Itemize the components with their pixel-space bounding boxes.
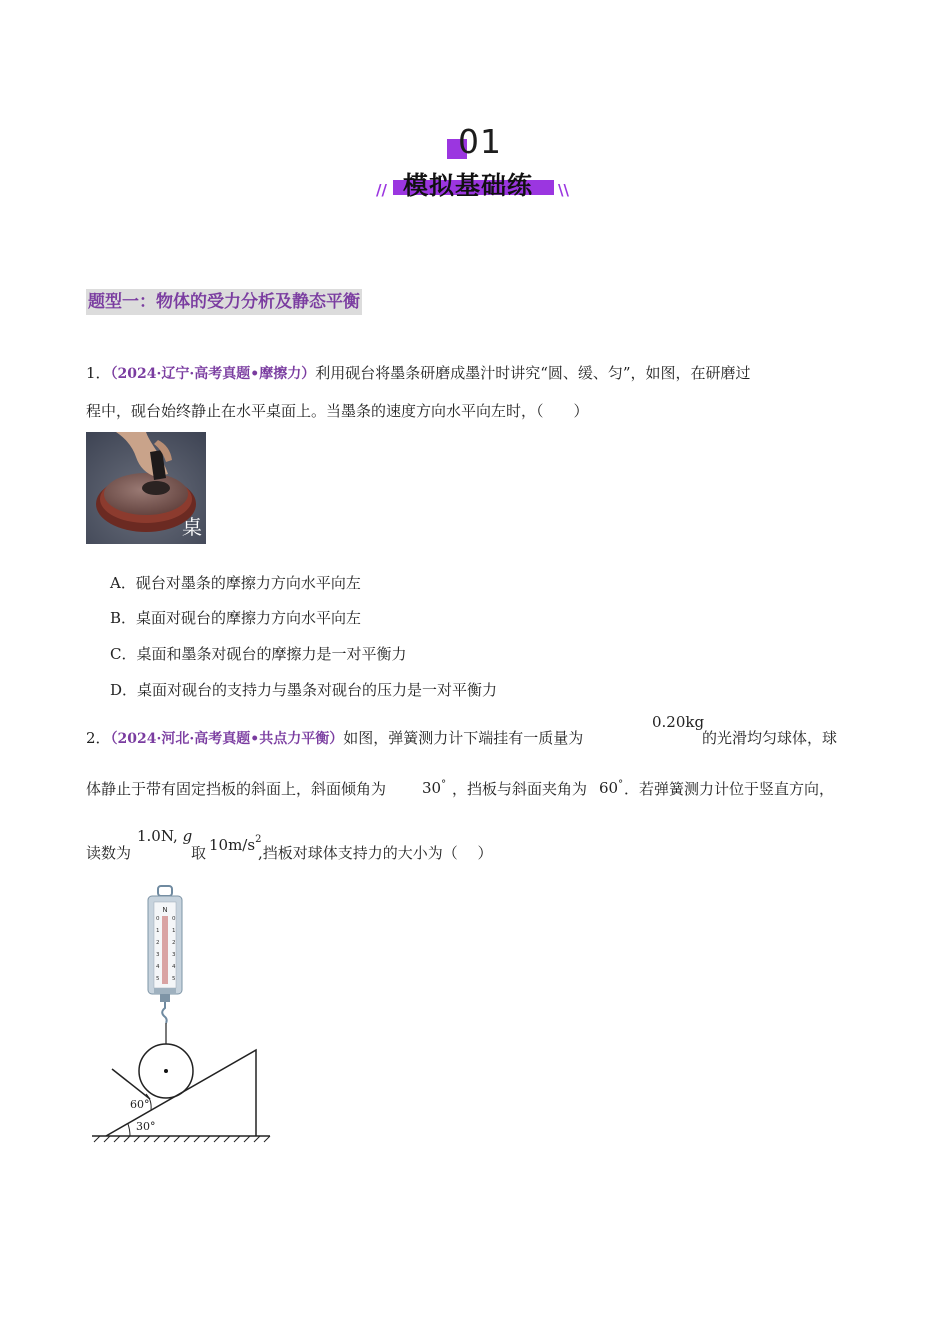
banner-left-deco: // (376, 181, 387, 199)
angle-label-60: 60° (130, 1098, 150, 1111)
q2-number: 2． (86, 729, 111, 747)
svg-text:0: 0 (172, 916, 176, 922)
section-heading: 题型一：物体的受力分析及静态平衡 (86, 289, 362, 315)
svg-text:2: 2 (156, 940, 160, 946)
q2-stem-line3-c: ,挡板对球体支持力的大小为（ ） (258, 844, 493, 862)
svg-text:3: 3 (172, 952, 176, 958)
q2-line2 (86, 779, 386, 799)
q2-reading: 1.0N, g (137, 827, 193, 845)
q1-number: 1． (86, 364, 111, 382)
svg-text:0: 0 (156, 916, 160, 922)
svg-text:5: 5 (156, 976, 160, 982)
q1-line1 (86, 363, 751, 384)
spring-scale (148, 886, 182, 1023)
svg-text:5: 5 (172, 976, 176, 982)
q2-line1 (86, 728, 583, 749)
q2-stem-line2-c: ．若弹簧测力计位于竖直方向， (624, 780, 835, 798)
q2-angle-board: 60° (599, 779, 624, 797)
banner-number: 01 (458, 122, 502, 161)
q1-option-b: B．桌面对砚台的摩擦力方向水平向左 (110, 609, 362, 627)
q2-g-value: $10m/s^2$ (209, 834, 262, 854)
q1-stem-line2: 程中，砚台始终静止在水平桌面上。当墨条的速度方向水平向左时，（ ） (86, 402, 589, 420)
q1-option-a: A．砚台对墨条的摩擦力方向水平向左 (110, 574, 361, 592)
q2-angle-incline: 30° (422, 779, 447, 797)
svg-text:4: 4 (156, 964, 160, 970)
banner-title: 模拟基础练 (403, 171, 534, 200)
scale-unit: N (162, 906, 168, 914)
svg-text:4: 4 (172, 964, 176, 970)
q2-stem-line1-a: 如图，弹簧测力计下端挂有一质量为 (343, 729, 584, 747)
q1-option-d: D．桌面对砚台的支持力与墨条对砚台的压力是一对平衡力 (110, 681, 498, 699)
q2-stem-line3-b: 取 (191, 844, 207, 862)
q2-source-tag: （2024·河北·高考真题•共点力平衡） (110, 731, 344, 747)
svg-text:2: 2 (172, 940, 176, 946)
q1-stem-line1: 利用砚台将墨条研磨成墨汁时讲究“圆、缓、匀”，如图，在研磨过 (315, 364, 751, 382)
g-symbol: g (182, 827, 193, 845)
q2-stem-line2-b: ，挡板与斜面夹角为 (452, 780, 588, 798)
q2-stem-line2-a: 体静止于带有固定挡板的斜面上，斜面倾角为 (86, 780, 387, 798)
angle-label-30: 30° (136, 1120, 156, 1133)
banner-right-deco: \\ (558, 181, 569, 199)
q2-stem-line3-a: 读数为 (86, 844, 132, 862)
svg-text:1: 1 (172, 928, 176, 934)
q1-option-c: C．桌面和墨条对砚台的摩擦力是一对平衡力 (110, 645, 407, 663)
q1-inkstone-photo (86, 432, 206, 544)
q1-photo-label: 桌 (182, 515, 202, 539)
q1-source-tag: （2024·辽宁·高考真题•摩擦力） (110, 366, 316, 382)
q2-stem-line1-b: 的光滑均匀球体，球 (702, 729, 838, 747)
q2-mass-value: 0.20kg (652, 713, 705, 731)
svg-text:3: 3 (156, 952, 160, 958)
q2-figure (86, 884, 276, 1144)
svg-text:1: 1 (156, 928, 160, 934)
